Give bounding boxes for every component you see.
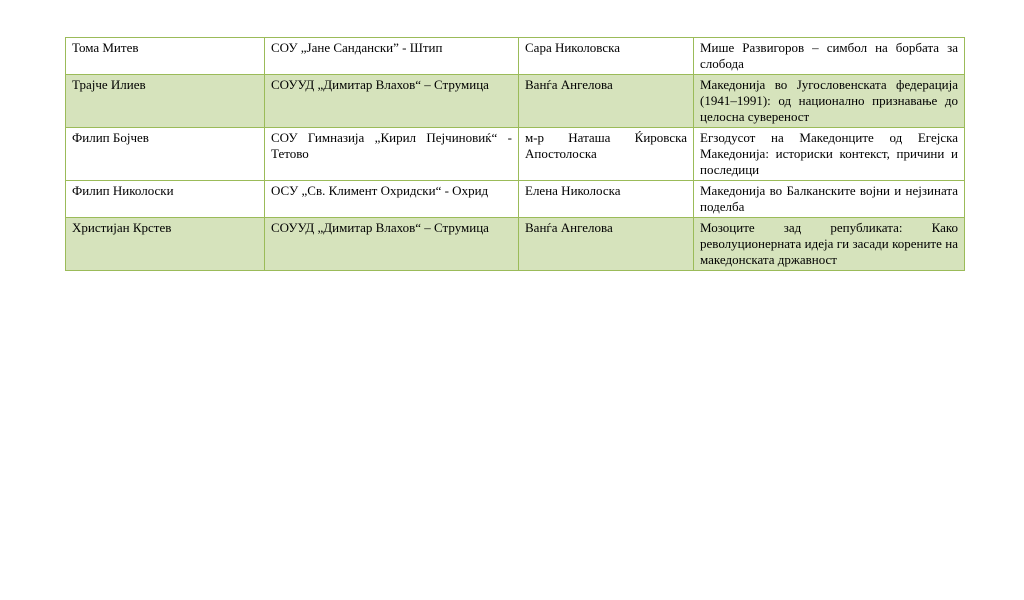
mentor-cell: Ванѓа Ангелова — [519, 218, 694, 271]
student-name-cell: Тома Митев — [66, 38, 265, 75]
school-cell: СОУ Гимназија „Кирил Пејчиновиќ“ - Тетово — [265, 128, 519, 181]
table-row — [66, 181, 965, 218]
student-name-cell: Христијан Крстев — [66, 218, 265, 271]
mentor-cell: Ванѓа Ангелова — [519, 75, 694, 128]
topic-cell: Егзодусот на Македонците од Егејска Македонија: историски контекст, причини и последици — [694, 128, 965, 181]
school-cell: ОСУ „Св. Климент Охридски“ - Охрид — [265, 181, 519, 218]
topic-cell: Македонија во Југословенската федерација (1941–1991): од национално признавање до целосна сувереност — [694, 75, 965, 128]
student-name-cell: Трајче Илиев — [66, 75, 265, 128]
mentor-cell: Елена Николоска — [519, 181, 694, 218]
mentor-cell: Сара Николовска — [519, 38, 694, 75]
topic-cell: Мозоците зад републиката: Како револуционерната идеја ги засади корените на македонската државност — [694, 218, 965, 271]
school-cell: СОУУД „Димитар Влахов“ – Струмица — [265, 75, 519, 128]
mentor-cell: м-р Наташа Ќировска Апостолоска — [519, 128, 694, 181]
student-name-cell: Филип Николоски — [66, 181, 265, 218]
students-table — [65, 37, 965, 271]
topic-cell: Македонија во Балканските војни и нејзината поделба — [694, 181, 965, 218]
table-row — [66, 38, 965, 75]
school-cell: СОУ „Јане Сандански” - Штип — [265, 38, 519, 75]
topic-cell: Мише Развигоров – симбол на борбата за слобода — [694, 38, 965, 75]
school-cell: СОУУД „Димитар Влахов“ – Струмица — [265, 218, 519, 271]
table-row — [66, 218, 965, 271]
table-row — [66, 75, 965, 128]
table-row — [66, 128, 965, 181]
student-name-cell: Филип Бојчев — [66, 128, 265, 181]
